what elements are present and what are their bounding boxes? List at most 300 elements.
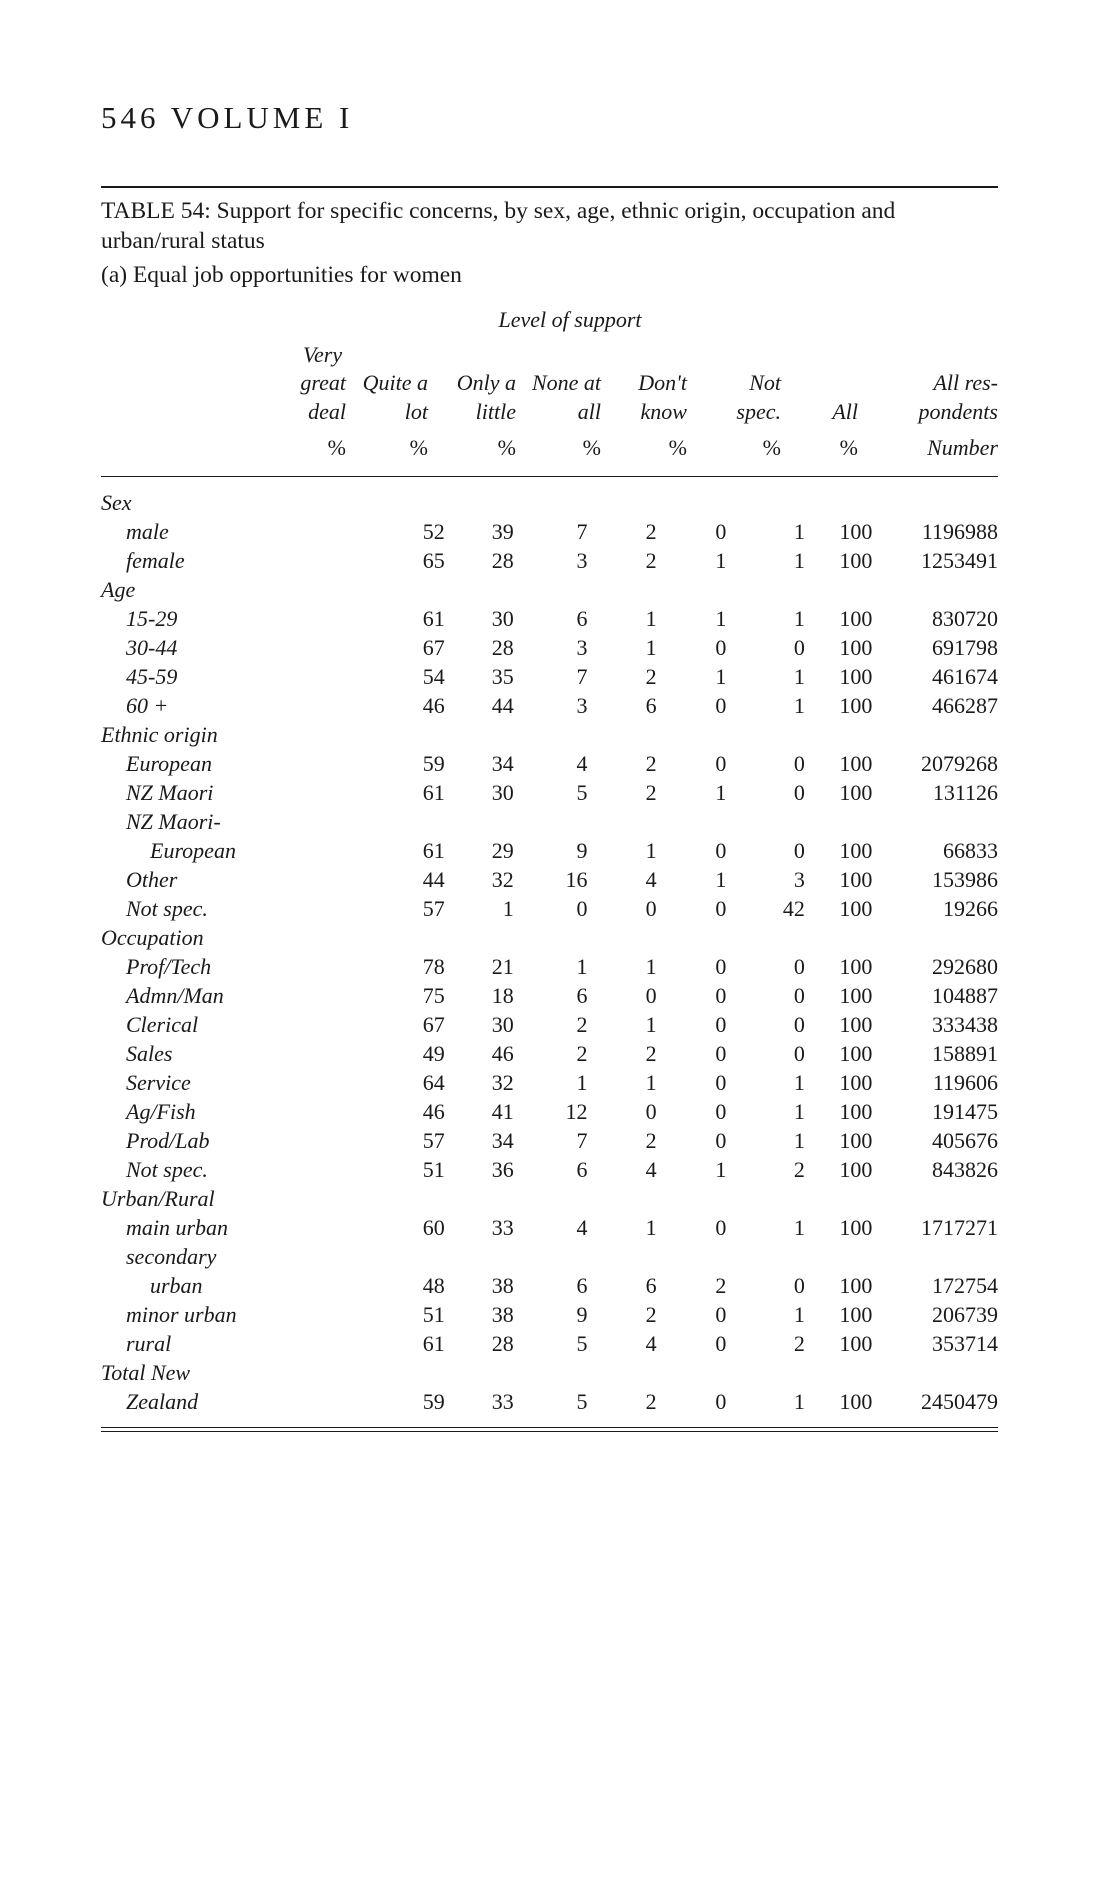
table-cell: 100 xyxy=(839,1041,873,1066)
row-label: Admn/Man xyxy=(126,983,224,1008)
table-subcaption: (a) Equal job opportunities for women xyxy=(101,262,462,288)
table-cell: 0 xyxy=(793,635,805,660)
table-cell: 0 xyxy=(715,954,727,979)
table-cell: 333438 xyxy=(932,1012,998,1037)
table-cell xyxy=(357,1242,445,1271)
table-cell: 2 xyxy=(576,1041,588,1066)
top-rule xyxy=(101,186,998,188)
table-cell: 2 xyxy=(645,1302,657,1327)
table-cell: 1 xyxy=(645,635,657,660)
table-cell: 1 xyxy=(645,1012,657,1037)
table-cell: 1 xyxy=(502,896,514,921)
table-cell xyxy=(872,1184,998,1213)
column-header-8-line3: pondents xyxy=(918,399,998,424)
table-cell: 3 xyxy=(793,867,805,892)
row-label: rural xyxy=(126,1331,172,1356)
column-header-2-line2: Quite a xyxy=(362,370,428,395)
table-row xyxy=(101,691,998,720)
table-cell: 38 xyxy=(491,1302,514,1327)
table-cell: 100 xyxy=(839,693,873,718)
table-cell: 1253491 xyxy=(921,548,998,573)
table-cell: 0 xyxy=(645,1099,657,1124)
table-cell: 1 xyxy=(793,1099,805,1124)
column-header-3-line3: little xyxy=(475,399,516,424)
bottom-rule-1 xyxy=(101,1427,998,1428)
table-cell: 100 xyxy=(839,664,873,689)
row-label: European xyxy=(126,751,212,776)
table-cell: 206739 xyxy=(932,1302,998,1327)
table-cell: 3 xyxy=(576,548,588,573)
table-cell: 0 xyxy=(715,1302,727,1327)
table-cell: 12 xyxy=(565,1099,588,1124)
row-label: Total New xyxy=(101,1360,191,1385)
column-header-1-line3: deal xyxy=(308,399,346,424)
table-cell: 461674 xyxy=(932,664,998,689)
table-cell xyxy=(514,1242,588,1271)
row-label: European xyxy=(150,838,236,863)
table-cell: 46 xyxy=(491,1041,514,1066)
table-cell: 100 xyxy=(839,1302,873,1327)
table-row xyxy=(101,1010,998,1039)
table-cell: 2 xyxy=(645,780,657,805)
table-cell: 34 xyxy=(491,1128,514,1153)
table-cell: 5 xyxy=(576,1389,588,1414)
row-label: 60 + xyxy=(126,693,169,718)
table-cell: 1 xyxy=(715,548,727,573)
table-row xyxy=(101,778,998,807)
table-cell: 1 xyxy=(715,664,727,689)
table-cell xyxy=(872,1242,998,1271)
table-cell: 100 xyxy=(839,867,873,892)
table-cell: 32 xyxy=(491,867,514,892)
table-cell: 1 xyxy=(715,606,727,631)
table-row xyxy=(101,1213,998,1242)
table-cell: 100 xyxy=(839,519,873,544)
group-heading-row xyxy=(101,720,998,749)
table-row xyxy=(101,1068,998,1097)
table-cell xyxy=(445,575,514,604)
column-unit-3: % xyxy=(497,435,516,460)
table-row xyxy=(101,894,998,923)
table-cell: 100 xyxy=(839,1070,873,1095)
table-cell: 0 xyxy=(793,1012,805,1037)
table-cell: 59 xyxy=(422,751,445,776)
table-cell xyxy=(514,1358,588,1387)
row-label: female xyxy=(126,548,185,573)
table-row xyxy=(101,1155,998,1184)
table-cell xyxy=(445,1242,514,1271)
table-cell: 100 xyxy=(839,983,873,1008)
table-cell: 30 xyxy=(491,606,514,631)
table-cell: 36 xyxy=(491,1157,514,1182)
table-cell: 4 xyxy=(645,867,657,892)
row-label: secondary xyxy=(126,1244,217,1269)
table-cell xyxy=(588,807,657,836)
row-label: 45-59 xyxy=(126,664,178,689)
table-cell: 191475 xyxy=(932,1099,998,1124)
table-row xyxy=(101,1039,998,1068)
table-cell: 0 xyxy=(793,1273,805,1298)
table-cell: 100 xyxy=(839,1128,873,1153)
row-label: Not spec. xyxy=(126,1157,208,1182)
table-row xyxy=(101,981,998,1010)
table-cell: 100 xyxy=(839,1331,873,1356)
table-cell: 9 xyxy=(576,1302,588,1327)
table-cell xyxy=(657,720,727,749)
column-unit-1: % xyxy=(327,435,346,460)
table-cell xyxy=(445,923,514,952)
table-cell: 100 xyxy=(839,1273,873,1298)
data-table xyxy=(101,488,998,1416)
column-header-3-line2: Only a xyxy=(456,370,516,395)
table-cell: 7 xyxy=(576,519,588,544)
table-cell: 2 xyxy=(645,519,657,544)
table-cell: 2 xyxy=(645,1128,657,1153)
table-cell xyxy=(872,488,998,517)
table-cell xyxy=(588,575,657,604)
table-row xyxy=(101,604,998,633)
table-cell: 100 xyxy=(839,548,873,573)
table-cell: 57 xyxy=(422,896,445,921)
table-cell: 0 xyxy=(793,954,805,979)
table-cell: 51 xyxy=(422,1157,445,1182)
table-cell: 5 xyxy=(576,780,588,805)
table-cell: 1 xyxy=(645,954,657,979)
table-cell xyxy=(588,1184,657,1213)
table-cell xyxy=(357,1184,445,1213)
table-cell: 0 xyxy=(715,1099,727,1124)
group-heading-row xyxy=(101,1358,998,1387)
table-cell xyxy=(726,807,804,836)
table-cell xyxy=(588,488,657,517)
table-cell: 1 xyxy=(793,1070,805,1095)
table-cell: 0 xyxy=(715,1070,727,1095)
table-cell xyxy=(872,1358,998,1387)
table-cell: 46 xyxy=(422,693,445,718)
table-cell: 46 xyxy=(422,1099,445,1124)
table-cell: 4 xyxy=(645,1331,657,1356)
table-cell xyxy=(445,720,514,749)
table-cell: 100 xyxy=(839,1012,873,1037)
running-head: 546 VOLUME I xyxy=(101,100,354,135)
table-cell: 1 xyxy=(715,780,727,805)
table-cell: 830720 xyxy=(932,606,998,631)
table-cell: 60 xyxy=(422,1215,445,1240)
table-row xyxy=(101,517,998,546)
table-cell xyxy=(514,720,588,749)
table-cell: 0 xyxy=(793,983,805,1008)
column-header-5-line2: Don't xyxy=(638,370,687,395)
table-cell: 28 xyxy=(491,635,514,660)
group-heading-row xyxy=(101,923,998,952)
table-cell: 61 xyxy=(422,1331,445,1356)
row-label: Other xyxy=(126,867,178,892)
table-cell: 1 xyxy=(793,1302,805,1327)
table-cell xyxy=(726,1242,804,1271)
table-cell: 405676 xyxy=(932,1128,998,1153)
table-cell: 100 xyxy=(839,838,873,863)
table-cell: 1 xyxy=(715,867,727,892)
table-cell: 28 xyxy=(491,1331,514,1356)
table-row xyxy=(101,1271,998,1300)
table-cell: 28 xyxy=(491,548,514,573)
table-cell: 4 xyxy=(645,1157,657,1182)
table-cell: 42 xyxy=(782,896,805,921)
table-cell: 30 xyxy=(491,1012,514,1037)
table-cell xyxy=(657,575,727,604)
table-cell: 466287 xyxy=(932,693,998,718)
group-heading-row xyxy=(101,575,998,604)
column-header-4-line3: all xyxy=(577,399,601,424)
table-cell: 100 xyxy=(839,1099,873,1124)
table-cell: 29 xyxy=(491,838,514,863)
table-cell xyxy=(657,807,727,836)
table-cell xyxy=(805,1358,873,1387)
column-header-4-line2: None at xyxy=(531,370,601,395)
table-cell: 100 xyxy=(839,896,873,921)
column-unit-5: % xyxy=(668,435,687,460)
table-cell xyxy=(357,1358,445,1387)
table-cell xyxy=(445,1184,514,1213)
table-cell: 2 xyxy=(793,1331,805,1356)
column-unit-6: % xyxy=(762,435,781,460)
table-cell xyxy=(805,1184,873,1213)
table-cell xyxy=(357,575,445,604)
table-cell: 100 xyxy=(839,751,873,776)
column-header-7-line3: All xyxy=(832,399,858,424)
row-label: Service xyxy=(126,1070,191,1095)
table-cell: 59 xyxy=(422,1389,445,1414)
table-row xyxy=(101,662,998,691)
table-cell xyxy=(657,488,727,517)
table-cell: 0 xyxy=(715,1389,727,1414)
column-unit-7: % xyxy=(839,435,858,460)
table-cell: 2 xyxy=(645,664,657,689)
row-label: Urban/Rural xyxy=(101,1186,215,1211)
table-cell: 1 xyxy=(645,606,657,631)
table-cell xyxy=(657,1242,727,1271)
table-cell xyxy=(805,1242,873,1271)
table-cell: 78 xyxy=(422,954,445,979)
table-cell xyxy=(514,1184,588,1213)
table-cell: 3 xyxy=(576,693,588,718)
table-row xyxy=(101,952,998,981)
row-label: Age xyxy=(101,577,136,602)
table-cell xyxy=(805,488,873,517)
table-cell: 172754 xyxy=(932,1273,998,1298)
table-cell: 64 xyxy=(422,1070,445,1095)
group-heading-row xyxy=(101,807,998,836)
table-cell xyxy=(805,720,873,749)
table-cell: 353714 xyxy=(932,1331,998,1356)
table-cell: 1 xyxy=(576,1070,588,1095)
table-cell: 3 xyxy=(576,635,588,660)
row-label: main urban xyxy=(126,1215,229,1240)
table-cell: 65 xyxy=(422,548,445,573)
table-cell: 1 xyxy=(645,1070,657,1095)
table-cell xyxy=(514,575,588,604)
table-row xyxy=(101,749,998,778)
table-cell: 4 xyxy=(576,1215,588,1240)
column-header-1-line2: great xyxy=(300,370,346,395)
row-label: Not spec. xyxy=(126,896,208,921)
row-label: Ethnic origin xyxy=(101,722,218,747)
table-cell: 51 xyxy=(422,1302,445,1327)
table-cell: 49 xyxy=(422,1041,445,1066)
table-cell xyxy=(872,575,998,604)
table-cell xyxy=(514,807,588,836)
table-cell: 0 xyxy=(576,896,588,921)
table-cell: 131126 xyxy=(932,780,998,805)
table-cell: 2 xyxy=(645,1041,657,1066)
table-cell: 0 xyxy=(715,983,727,1008)
table-cell: 54 xyxy=(422,664,445,689)
table-cell xyxy=(445,807,514,836)
table-cell xyxy=(514,488,588,517)
group-heading-row xyxy=(101,1184,998,1213)
table-cell xyxy=(357,807,445,836)
table-cell: 2 xyxy=(645,751,657,776)
table-cell: 48 xyxy=(422,1273,445,1298)
column-header-2-line3: lot xyxy=(404,399,428,424)
table-cell: 2 xyxy=(715,1273,727,1298)
table-cell xyxy=(805,807,873,836)
spanner-heading: Level of support xyxy=(498,307,642,332)
table-row xyxy=(101,1126,998,1155)
column-unit-4: % xyxy=(582,435,601,460)
table-cell: 153986 xyxy=(932,867,998,892)
table-cell xyxy=(588,1358,657,1387)
table-cell xyxy=(805,923,873,952)
row-label: Sales xyxy=(126,1041,173,1066)
table-cell: 104887 xyxy=(932,983,998,1008)
bottom-rule-2 xyxy=(101,1431,998,1432)
table-cell: 0 xyxy=(715,519,727,544)
table-cell: 38 xyxy=(491,1273,514,1298)
row-label: Clerical xyxy=(126,1012,199,1037)
table-cell: 44 xyxy=(422,867,445,892)
table-cell xyxy=(357,923,445,952)
table-cell: 0 xyxy=(715,896,727,921)
row-label: male xyxy=(126,519,169,544)
table-cell: 0 xyxy=(793,751,805,776)
table-cell xyxy=(657,1358,727,1387)
column-header-6-line3: spec. xyxy=(736,399,781,424)
table-cell: 4 xyxy=(576,751,588,776)
table-cell: 7 xyxy=(576,664,588,689)
table-cell: 1 xyxy=(793,519,805,544)
table-cell xyxy=(805,575,873,604)
table-cell: 67 xyxy=(422,635,445,660)
table-cell: 33 xyxy=(491,1215,514,1240)
table-cell xyxy=(726,923,804,952)
table-cell: 1 xyxy=(793,693,805,718)
table-cell: 61 xyxy=(422,838,445,863)
row-label: minor urban xyxy=(126,1302,237,1327)
table-cell: 0 xyxy=(715,635,727,660)
table-cell: 1196988 xyxy=(921,519,998,544)
table-cell: 61 xyxy=(422,606,445,631)
row-label: Zealand xyxy=(126,1389,199,1414)
table-cell: 119606 xyxy=(932,1070,998,1095)
table-cell: 19266 xyxy=(943,896,998,921)
table-cell xyxy=(657,1184,727,1213)
table-cell: 0 xyxy=(793,780,805,805)
table-cell: 6 xyxy=(576,1273,588,1298)
table-cell: 33 xyxy=(491,1389,514,1414)
table-cell: 0 xyxy=(715,1331,727,1356)
table-cell: 52 xyxy=(422,519,445,544)
table-cell xyxy=(357,720,445,749)
table-cell: 0 xyxy=(645,896,657,921)
table-cell: 7 xyxy=(576,1128,588,1153)
row-label: Prod/Lab xyxy=(126,1128,210,1153)
table-cell: 5 xyxy=(576,1331,588,1356)
table-cell: 1 xyxy=(793,606,805,631)
table-cell: 6 xyxy=(576,983,588,1008)
column-unit-2: % xyxy=(409,435,428,460)
table-cell: 2 xyxy=(645,1389,657,1414)
table-cell xyxy=(726,1358,804,1387)
table-cell: 0 xyxy=(715,751,727,776)
row-label: 30-44 xyxy=(126,635,178,660)
table-cell: 2450479 xyxy=(921,1389,998,1414)
row-label: Ag/Fish xyxy=(126,1099,196,1124)
table-cell xyxy=(726,488,804,517)
table-cell: 0 xyxy=(715,1041,727,1066)
table-cell: 6 xyxy=(576,606,588,631)
table-cell: 100 xyxy=(839,606,873,631)
table-cell: 35 xyxy=(491,664,514,689)
table-cell: 41 xyxy=(491,1099,514,1124)
table-cell: 100 xyxy=(839,954,873,979)
table-cell xyxy=(872,923,998,952)
table-cell: 100 xyxy=(839,1157,873,1182)
table-cell: 843826 xyxy=(932,1157,998,1182)
table-cell: 1 xyxy=(793,664,805,689)
column-header-1-line1: Very xyxy=(303,342,343,367)
table-cell: 0 xyxy=(715,838,727,863)
table-cell xyxy=(588,720,657,749)
table-cell: 2079268 xyxy=(921,751,998,776)
table-cell: 1 xyxy=(576,954,588,979)
table-cell: 66833 xyxy=(943,838,998,863)
row-label: Prof/Tech xyxy=(126,954,212,979)
row-label: urban xyxy=(150,1273,203,1298)
table-row xyxy=(101,633,998,662)
table-cell: 67 xyxy=(422,1012,445,1037)
column-header-5-line3: know xyxy=(640,399,687,424)
table-row xyxy=(101,1300,998,1329)
table-cell: 18 xyxy=(491,983,514,1008)
table-cell: 0 xyxy=(715,1012,727,1037)
table-row xyxy=(101,836,998,865)
table-cell: 30 xyxy=(491,780,514,805)
table-cell: 1 xyxy=(715,1157,727,1182)
table-cell: 0 xyxy=(715,1128,727,1153)
table-cell: 0 xyxy=(645,983,657,1008)
column-header-6-line2: Not xyxy=(749,370,781,395)
table-row xyxy=(101,1387,998,1416)
table-row xyxy=(101,546,998,575)
table-cell xyxy=(726,575,804,604)
table-cell: 16 xyxy=(565,867,588,892)
table-cell: 39 xyxy=(491,519,514,544)
row-label: NZ Maori xyxy=(126,780,214,805)
table-cell: 75 xyxy=(422,983,445,1008)
table-cell: 6 xyxy=(576,1157,588,1182)
header-rule xyxy=(101,476,998,477)
